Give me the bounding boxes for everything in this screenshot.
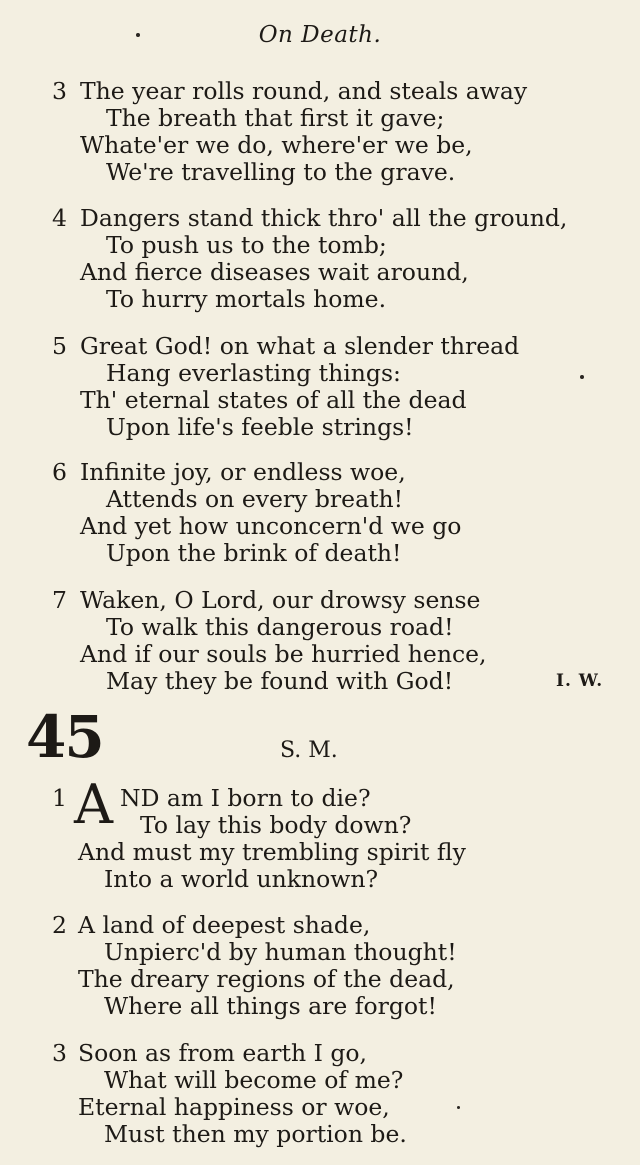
verse-line: And yet how unconcern'd we go bbox=[80, 512, 462, 540]
verse-line: To hurry mortals home. bbox=[106, 285, 387, 313]
verse-line: Dangers stand thick thro' all the ground, bbox=[80, 204, 568, 232]
verse-line: And must my trembling spirit fly bbox=[78, 838, 466, 866]
verse-line: Soon as from earth I go, bbox=[78, 1039, 367, 1067]
verse-number: 4 bbox=[52, 204, 67, 232]
verse-number: 6 bbox=[52, 458, 67, 486]
drop-cap: A bbox=[74, 773, 113, 836]
verse-line: Attends on every breath! bbox=[106, 485, 404, 513]
hymn-number: 45 bbox=[26, 703, 103, 771]
verse-line: Into a world unknown? bbox=[104, 865, 379, 893]
verse-line: The dreary regions of the dead, bbox=[78, 965, 455, 993]
print-speck bbox=[136, 33, 140, 37]
verse-number: 3 bbox=[52, 77, 67, 105]
verse-number: 7 bbox=[52, 586, 67, 614]
hymn-meter: S. M. bbox=[280, 738, 338, 763]
verse-line: Th' eternal states of all the dead bbox=[80, 386, 467, 414]
verse-number: 2 bbox=[52, 911, 67, 939]
verse-line: What will become of me? bbox=[104, 1066, 404, 1094]
verse-line: Great God! on what a slender thread bbox=[80, 332, 520, 360]
verse-number: 5 bbox=[52, 332, 67, 360]
verse-line: Eternal happiness or woe, bbox=[78, 1093, 390, 1121]
verse-line: Upon the brink of death! bbox=[106, 539, 402, 567]
verse-line: Hang everlasting things: bbox=[106, 359, 401, 387]
verse-line: Where all things are forgot! bbox=[104, 992, 437, 1020]
verse-line: May they be found with God! bbox=[106, 667, 454, 695]
verse-line: The breath that first it gave; bbox=[106, 104, 445, 132]
verse-line: Whate'er we do, where'er we be, bbox=[80, 131, 473, 159]
verse-line: Waken, O Lord, our drowsy sense bbox=[80, 586, 481, 614]
verse-number: 3 bbox=[52, 1039, 67, 1067]
verse-line: Infinite joy, or endless woe, bbox=[80, 458, 406, 486]
verse-line: And if our souls be hurried hence, bbox=[80, 640, 487, 668]
verse-line: Unpierc'd by human thought! bbox=[104, 938, 457, 966]
verse-line: The year rolls round, and steals away bbox=[80, 77, 528, 105]
verse-line: We're travelling to the grave. bbox=[106, 158, 456, 186]
verse-line: ND am I born to die? bbox=[120, 784, 371, 812]
verse-line: To push us to the tomb; bbox=[106, 231, 387, 259]
verse-line: A land of deepest shade, bbox=[78, 911, 371, 939]
verse-line: Upon life's feeble strings! bbox=[106, 413, 414, 441]
page-header: On Death. bbox=[258, 22, 382, 48]
author-initials: I. W. bbox=[556, 671, 604, 691]
verse-line: Must then my portion be. bbox=[104, 1120, 407, 1148]
verse-number: 1 bbox=[52, 784, 67, 812]
print-speck bbox=[457, 1106, 460, 1109]
verse-line: And fierce diseases wait around, bbox=[80, 258, 469, 286]
verse-line: To walk this dangerous road! bbox=[106, 613, 454, 641]
print-speck bbox=[580, 375, 584, 379]
verse-line: To lay this body down? bbox=[140, 811, 412, 839]
